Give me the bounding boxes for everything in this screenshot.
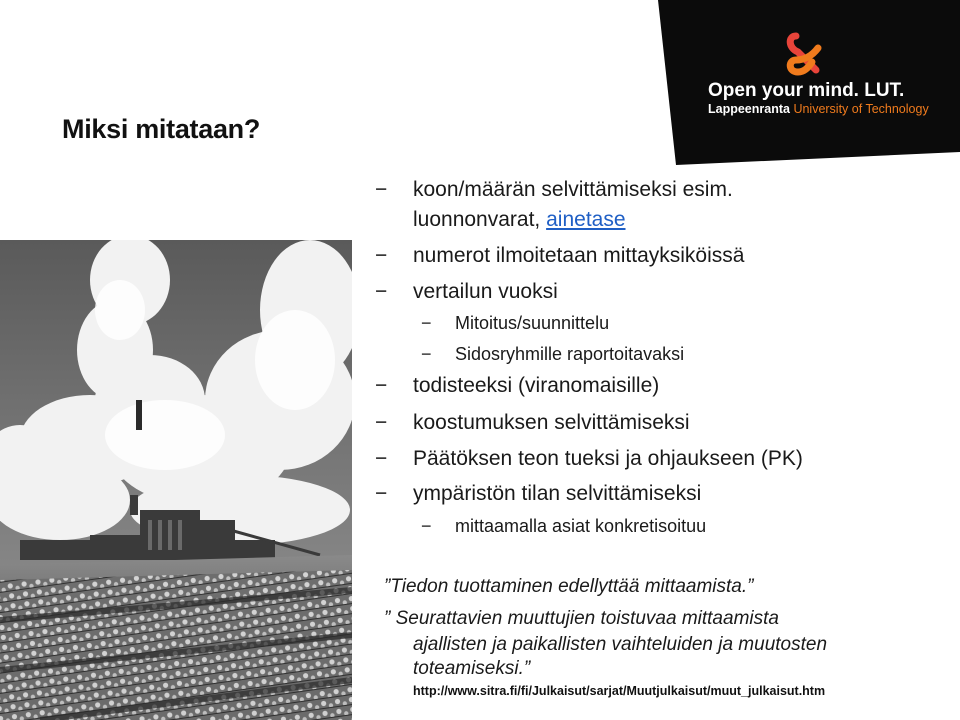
bullet-dash: − (375, 411, 388, 434)
list-item: − mittaamalla asiat konkretisoituu (421, 516, 707, 536)
source-url[interactable]: http://www.sitra.fi/fi/Julkaisut/sarjat/Muutjulkaisut/muut_julkaisut.htm (413, 684, 826, 698)
ampersand-logo-icon (782, 30, 828, 76)
bullet-dash: − (375, 244, 388, 267)
industrial-plant-photo (0, 240, 352, 720)
bullet-dash: − (375, 447, 388, 470)
logo-org-part2: University of Technology (793, 102, 929, 116)
list-item: − koostumuksen selvittämiseksi (375, 411, 690, 434)
bullet-dash: − (421, 313, 432, 333)
quote-2-line-1: ” Seurattavien muuttujien toistuvaa mittaamista (384, 608, 779, 629)
list-item: − vertailun vuoksi (375, 280, 558, 303)
list-item: − todisteeksi (viranomaisille) (375, 374, 660, 397)
bullet-dash: − (421, 516, 432, 536)
list-item: − Päätöksen teon tueksi ja ohjaukseen (PK) (375, 447, 803, 470)
list-item: − numerot ilmoitetaan mittayksiköissä (375, 244, 745, 267)
logo-org-part1: Lappeenranta (708, 102, 794, 116)
bullet-dash: − (375, 178, 388, 201)
ainetase-link[interactable]: ainetase (546, 208, 626, 231)
logo-organization (708, 102, 929, 116)
bullet-dash: − (375, 374, 388, 397)
list-item-continuation: luonnonvarat, ainetase (413, 208, 626, 231)
list-item: − ympäristön tilan selvittämiseksi (375, 482, 702, 505)
quote-2-line-3: toteamiseksi.” (413, 658, 531, 679)
list-item: − Mitoitus/suunnittelu (421, 313, 610, 333)
quote-1: ”Tiedon tuottaminen edellyttää mittaamista.” (384, 576, 754, 597)
quote-2-line-2: ajallisten ja paikallisten vaihteluiden ja muutosten (413, 634, 828, 655)
bullet-dash: − (375, 482, 388, 505)
bullet-dash: − (421, 344, 432, 364)
slide-title: Miksi mitataan? (62, 114, 261, 144)
logo-tagline: Open your mind. LUT. (708, 80, 905, 101)
list-item: − koon/määrän selvittämiseksi esim. (375, 178, 733, 201)
list-item: − Sidosryhmille raportoitavaksi (421, 344, 685, 364)
bullet-dash: − (375, 280, 388, 303)
